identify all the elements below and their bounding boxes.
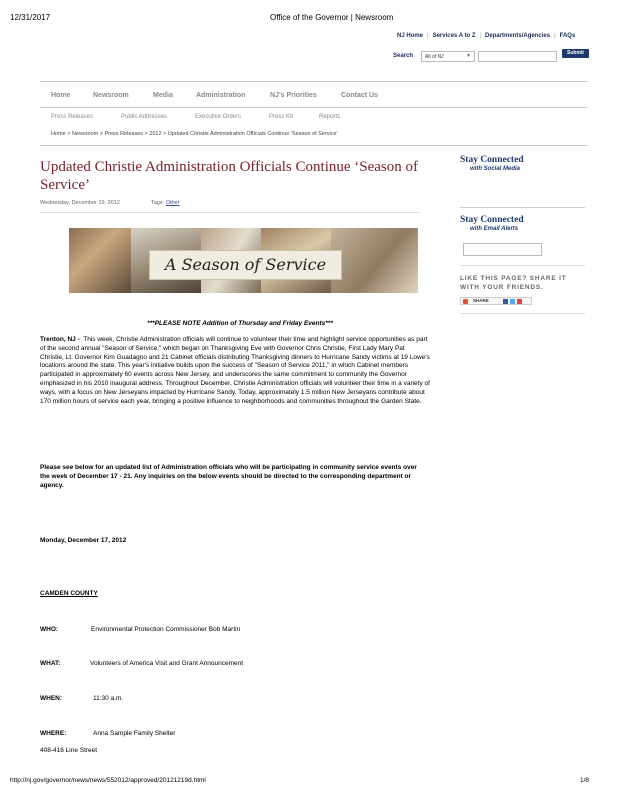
top-link-departments[interactable]: Departments/Agencies <box>485 33 551 39</box>
sidebar-rule <box>460 207 585 208</box>
like-share-text: LIKE THIS PAGE? SHARE IT WITH YOUR FRIENDS. <box>460 275 567 291</box>
top-links: NJ Home | Services A to Z | Departments/Agencies | FAQs <box>397 33 576 39</box>
county-heading: CAMDEN COUNTY <box>40 590 98 597</box>
update-notice: Please see below for an updated list of Administration officials who will be participating in community service events over the week of December 17 - 21. Any inquiries on the below events should be directed to the corresponding department or agency. <box>40 464 417 489</box>
sidebar-rule-3 <box>460 313 585 314</box>
stay-connected-email-heading: Stay Connected <box>460 215 524 225</box>
article-tags <box>151 200 179 206</box>
article-date: Wednesday, December 19, 2012 <box>40 200 120 206</box>
tag-link[interactable]: Other <box>165 200 180 206</box>
where-value: Anna Sample Family Shelter <box>93 730 176 737</box>
print-date: 12/31/2017 <box>10 13 51 22</box>
nav-newsroom[interactable]: Newsroom <box>93 92 129 99</box>
search-label: Search <box>393 53 414 59</box>
lead-paragraph <box>40 336 430 406</box>
address-line: 408-416 Line Street <box>40 747 98 754</box>
subnav-reports[interactable]: Reports <box>319 114 341 120</box>
day-heading: Monday, December 17, 2012 <box>40 537 127 544</box>
share-button[interactable] <box>460 297 532 305</box>
email-icon <box>517 299 522 304</box>
chevron-down-icon: ▼ <box>466 53 471 59</box>
subnav-press-kit[interactable]: Press Kit <box>269 114 294 120</box>
page-title: Updated Christie Administration Officials Continue ‘Season of Service’ <box>40 159 419 193</box>
addition-note: ***PLEASE NOTE Addition of Thursday and Friday Events*** <box>147 320 333 327</box>
subnav-executive-orders[interactable]: Executive Orders <box>195 114 242 120</box>
tags-label: Tags: <box>151 200 165 206</box>
when-label: WHEN: <box>40 695 63 702</box>
search-scope-value: All of NJ <box>425 54 444 60</box>
stay-connected-social-sub[interactable]: with Social Media <box>470 166 521 172</box>
dateline: Trenton, NJ - <box>40 336 80 343</box>
where-label: WHERE: <box>40 730 67 737</box>
top-link-nj-home[interactable]: NJ Home <box>397 33 424 39</box>
top-link-faqs[interactable]: FAQs <box>559 33 576 39</box>
print-url: http://nj.gov/governor/news/news/552012/approved/20121219d.html <box>10 777 206 784</box>
lead-text: This week, Christie Administration officials will continue to volunteer their time and highlight service opportunities as part of the second annual "Season of Service," which began on Thanksgiving Eve with Governor Chris Christie, First Lady Mary Pat Christie, Lt. Governor Kim Guadagno and 21 Cabinet officials distributing Thanksgiving dinners to Hurricane Sandy victims at 19 Lowe's locations around the state. This year's initiative builds upon the success of "Season of Service 2011," in which Cabinet members participated in approximately 60 events across New Jersey, and underscores the same commitment to community the Governor emphasized in his 2010 inaugural address. Throughout December, Christie Administration officials will volunteer their time in a variety of ways, with a focus on New Jerseyans impacted by Hurricane Sandy. Today, approximately 1.5 million New Jerseyans contribute about 170 million hours of service each year, bringing a positive influence to neighborhoods and communities throughout the Garden State. <box>40 336 430 405</box>
nav-top-rule <box>40 81 588 82</box>
season-of-service-banner <box>69 228 418 293</box>
nav-bottom-rule <box>40 107 588 108</box>
nav-home[interactable]: Home <box>51 92 71 99</box>
title-rule <box>40 212 420 213</box>
stay-connected-email-sub[interactable]: with Email Alerts <box>470 226 519 232</box>
search-input[interactable] <box>478 51 557 62</box>
when-value: 11:30 a.m. <box>93 695 124 702</box>
banner-plaque <box>149 250 342 280</box>
search-scope-select[interactable] <box>421 51 475 62</box>
email-alert-input[interactable] <box>463 243 542 256</box>
breadcrumb-rule <box>40 145 588 146</box>
submit-button[interactable]: Submit <box>562 49 589 58</box>
banner-photo <box>69 228 131 293</box>
nav-contact[interactable]: Contact Us <box>341 92 378 99</box>
who-value: Environmental Protection Commissioner Bob Martin <box>91 626 241 633</box>
breadcrumb[interactable]: Home > Newsroom > Press Releases > 2012 > Updated Christie Administration Officials Continue 'Season of Service' <box>51 131 338 137</box>
who-label: WHO: <box>40 626 59 633</box>
banner-text: A Season of Service <box>164 255 327 274</box>
nav-priorities[interactable]: NJ's Priorities <box>270 92 317 99</box>
nav-administration[interactable]: Administration <box>196 92 246 99</box>
top-link-services[interactable]: Services A to Z <box>432 33 476 39</box>
print-title: Office of the Governor | Newsroom <box>270 13 394 22</box>
banner-photo <box>331 228 418 293</box>
what-label: WHAT: <box>40 660 61 667</box>
twitter-icon <box>510 299 515 304</box>
sidebar-rule-2 <box>460 265 585 266</box>
nav-media[interactable]: Media <box>153 92 173 99</box>
subnav-press-releases[interactable]: Press Releases <box>51 114 94 120</box>
print-page: 1/8 <box>580 777 590 784</box>
subnav-public-addresses[interactable]: Public Addresses <box>121 114 168 120</box>
facebook-icon <box>503 299 508 304</box>
share-icon <box>463 299 468 304</box>
share-label: SHARE <box>473 298 489 303</box>
what-value: Volunteers of America Visit and Grant Announcement <box>90 660 244 667</box>
stay-connected-social-heading: Stay Connected <box>460 155 524 165</box>
